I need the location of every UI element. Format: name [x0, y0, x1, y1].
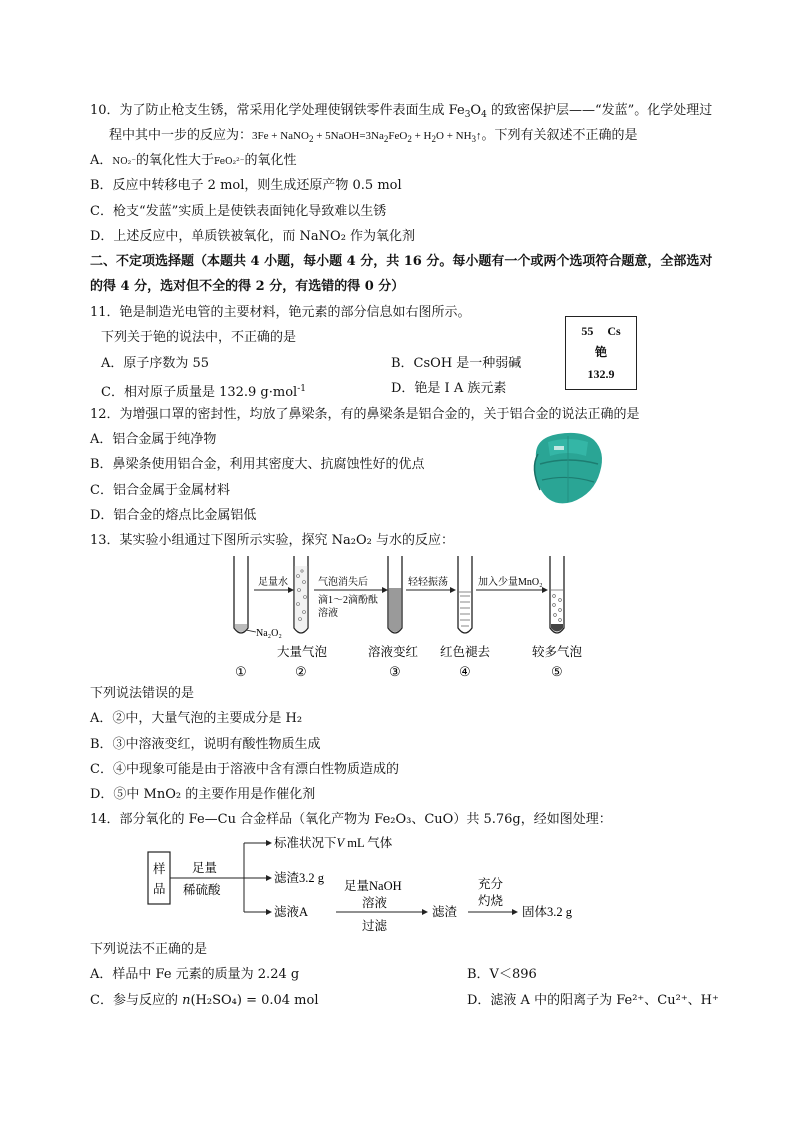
tube3-observation: 溶液变红 — [368, 645, 419, 659]
alloy-processing-flowchart — [140, 830, 600, 940]
q10-option-a: A．NO₂⁻的氧化性大于FeO₂²⁻的氧化性 — [90, 153, 297, 168]
cesium-name: 铯 — [594, 345, 607, 359]
na2o2-experiment-diagram — [222, 552, 592, 682]
face-mask-image — [528, 428, 610, 508]
cesium-number-symbol: 55 Cs — [581, 324, 621, 338]
burn-label-2: 灼烧 — [478, 894, 504, 908]
reaction-equation: 3Fe + NaNO$_2$ + $5NaOH=3Na_2FeO_2 + H_2O$ + $NH_3↑$ — [252, 130, 482, 144]
burn-label-1: 充分 — [478, 877, 504, 891]
section2-heading-line2: 的得 4 分，选对但不全的得 2 分，有选错的得 0 分） — [90, 279, 405, 294]
q13-question: 下列说法错误的是 — [90, 686, 195, 701]
tube1-number: ① — [235, 664, 247, 679]
test-tube-1 — [234, 556, 248, 633]
test-tube-5 — [550, 556, 564, 633]
arrow2-label-bottom: 溶液 — [318, 608, 338, 619]
q11-stem: 11．铯是制造光电管的主要材料，铯元素的部分信息如右图所示。 — [90, 305, 471, 320]
q14-option-c: C．参与反应的 n(H₂SO₄) = 0.04 mol — [90, 993, 319, 1008]
tube3-number: ③ — [389, 664, 401, 679]
test-tube-3 — [388, 556, 402, 633]
gas-label: 标准状况下V mL 气体 — [274, 836, 393, 850]
tube5-number: ⑤ — [551, 664, 563, 679]
filtrate-label: 滤液A — [274, 905, 309, 919]
q14-option-d: D．滤液 A 中的阳离子为 Fe²⁺、Cu²⁺、H⁺ — [467, 993, 719, 1008]
q12-stem: 12．为增强口罩的密封性，均放了鼻梁条，有的鼻梁条是铝合金的，关于铝合金的说法正确的是 — [90, 407, 640, 422]
arrow3-label: 轻轻振荡 — [408, 577, 448, 588]
q14-stem: 14．部分氧化的 Fe—Cu 合金样品（氧化产物为 Fe₂O₃、CuO）共 5.76g，经如图处理： — [90, 812, 612, 827]
q11-subquestion: 下列关于铯的说法中，不正确的是 — [101, 330, 297, 345]
cesium-element-card — [565, 316, 637, 390]
tube2-observation: 大量气泡 — [277, 645, 328, 659]
q10-option-d: D．上述反应中，单质铁被氧化，而 NaNO₂ 作为氧化剂 — [90, 229, 416, 244]
arrow2-label-mid: 滴1～2滴酚酞 — [318, 595, 378, 606]
arrow4-label: 加入少量MnO₂ — [478, 577, 543, 588]
q10-stem-line1: 10．为了防止枪支生锈，常采用化学处理使钢铁零件表面生成 $Fe_3O_4$ 的致密保护层——“发蓝”。化学处理过 — [90, 103, 713, 120]
sample-label-1: 样 — [153, 862, 166, 876]
q11-option-a: A．原子序数为 55 — [101, 356, 210, 371]
q13-stem: 13．某实验小组通过下图所示实验，探究 Na₂O₂ 与水的反应： — [90, 533, 455, 548]
q12-option-a: A．铝合金属于纯净物 — [90, 432, 217, 447]
q12-option-d: D．铝合金的熔点比金属铝低 — [90, 508, 257, 523]
q10-option-b: B．反应中转移电子 2 mol，则生成还原产物 0.5 mol — [90, 178, 402, 193]
tube1-label: Na₂O₂ — [256, 628, 282, 639]
residue2-label: 滤渣 — [432, 905, 458, 919]
q13-option-a: A．②中，大量气泡的主要成分是 H₂ — [90, 711, 303, 726]
q14-option-a: A．样品中 Fe 元素的质量为 2.24 g — [90, 967, 300, 982]
naoh-label-1: 足量NaOH — [344, 879, 402, 893]
q11-option-d: D．铯是 I A 族元素 — [391, 381, 507, 396]
acid-label-bottom: 稀硫酸 — [183, 883, 221, 897]
solid-label: 固体3.2 g — [522, 905, 573, 919]
arrow1-label: 足量水 — [258, 577, 288, 588]
test-tube-4 — [458, 556, 472, 633]
q14-question: 下列说法不正确的是 — [90, 942, 208, 957]
q11-option-b: B．CsOH 是一种弱碱 — [391, 356, 522, 371]
q13-option-b: B．③中溶液变红，说明有酸性物质生成 — [90, 737, 321, 752]
sample-label-2: 品 — [153, 882, 166, 896]
q12-option-c: C．铝合金属于金属材料 — [90, 483, 230, 498]
tube5-observation: 较多气泡 — [532, 645, 583, 659]
q13-option-d: D．⑤中 MnO₂ 的主要作用是作催化剂 — [90, 787, 316, 802]
q10-option-c: C．枪支“发蓝”实质上是使铁表面钝化导致难以生锈 — [90, 204, 387, 219]
q13-option-c: C．④中现象可能是由于溶液中含有漂白性物质造成的 — [90, 762, 399, 777]
q14-option-b: B．V＜896 — [467, 967, 537, 982]
acid-label-top: 足量 — [192, 861, 218, 875]
tube4-number: ④ — [459, 664, 471, 679]
naoh-label-3: 过滤 — [362, 919, 388, 933]
q12-option-b: B．鼻梁条使用铝合金，利用其密度大、抗腐蚀性好的优点 — [90, 457, 425, 472]
naoh-label-2: 溶液 — [362, 896, 388, 910]
cesium-mass: 132.9 — [587, 367, 615, 381]
residue-label: 滤渣3.2 g — [274, 871, 325, 885]
tube2-number: ② — [295, 664, 307, 679]
test-tube-2 — [294, 556, 308, 633]
sample-box — [148, 852, 170, 904]
section2-heading-line1: 二、不定项选择题（本题共 4 小题，每小题 4 分，共 16 分。每小题有一个或两个选项符合题意，全部选对 — [90, 254, 713, 269]
q10-stem-line2: 程中其中一步的反应为：3Fe + NaNO$_2$ + $5NaOH=3Na_2FeO_2 + H_2O$ + $NH_3↑$。下列有关叙述不正确的是 — [109, 128, 638, 144]
arrow2-label-top: 气泡消失后 — [318, 577, 368, 588]
tube4-observation: 红色褪去 — [440, 645, 491, 659]
q11-option-c: C．相对原子质量是 132.9 g·mol$^{-1}$ — [101, 384, 306, 400]
